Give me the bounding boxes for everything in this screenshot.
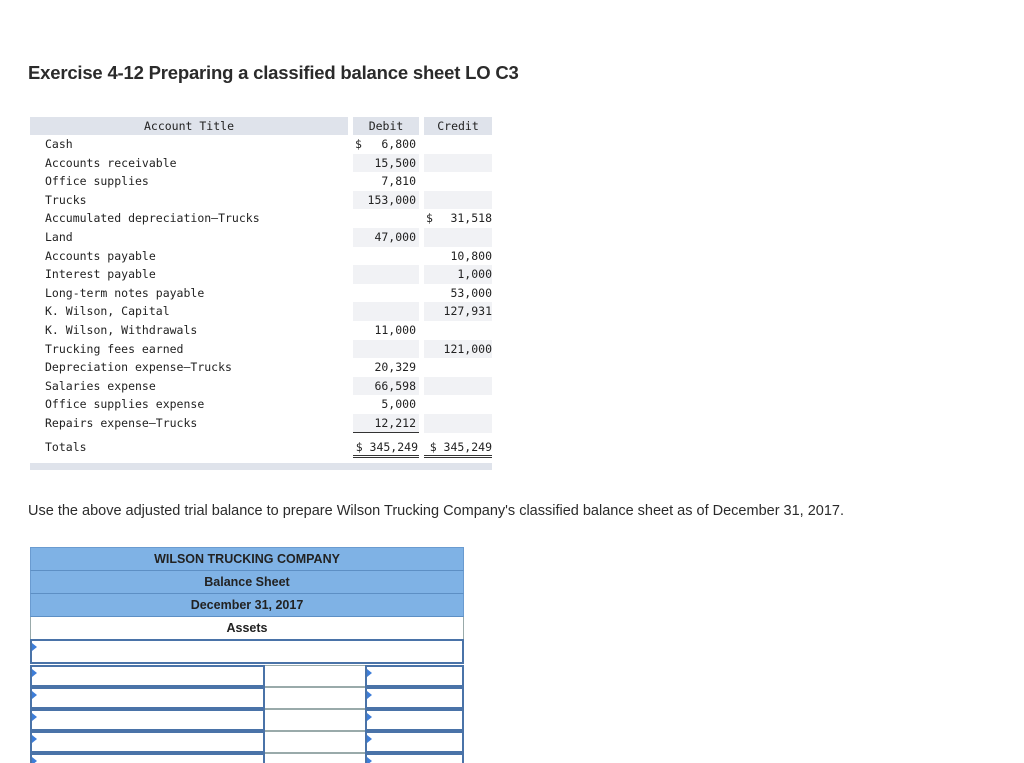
trial-balance-row — [30, 247, 492, 266]
account-title: Accounts payable — [45, 248, 156, 263]
trial-balance-row — [30, 340, 492, 359]
input-marker-icon — [367, 757, 372, 763]
credit-cell — [424, 302, 492, 321]
adjusted-trial-balance — [30, 117, 492, 470]
account-title: Trucks — [30, 191, 350, 210]
instruction-text: Use the above adjusted trial balance to prepare Wilson Trucking Company's classified balance sheet as of December 31, 2017. — [28, 503, 845, 519]
trial-balance-row — [30, 414, 492, 433]
trial-balance-row — [30, 358, 492, 377]
account-title: Repairs expense—Trucks — [30, 414, 350, 433]
credit-cell — [424, 321, 492, 340]
account-title: Depreciation expense—Trucks — [45, 360, 232, 375]
input-marker-icon — [32, 735, 37, 743]
debit-cell — [353, 154, 419, 173]
trial-balance-row — [30, 265, 492, 284]
trial-balance-row — [30, 191, 492, 210]
account-title: Salaries expense — [30, 377, 350, 396]
header-account-title: Account Title — [30, 117, 348, 135]
debit-amount: 6,800 — [381, 137, 416, 151]
account-title: Accounts receivable — [30, 154, 350, 173]
debit-amount: 7,810 — [381, 174, 416, 189]
debit-dollar-sign: $ — [355, 137, 362, 151]
amount-cell — [265, 709, 365, 731]
account-title: Office supplies expense — [45, 397, 205, 412]
debit-cell — [353, 302, 419, 321]
credit-cell — [424, 228, 492, 247]
input-marker-icon — [367, 735, 372, 743]
credit-amount: 31,518 — [450, 211, 492, 226]
account-title: Interest payable — [30, 265, 350, 284]
amount-input[interactable] — [365, 731, 464, 753]
credit-cell — [424, 154, 492, 173]
trial-balance-row — [30, 395, 492, 414]
input-marker-icon — [367, 713, 372, 721]
debit-cell — [353, 228, 419, 247]
credit-cell — [424, 358, 492, 377]
debit-cell — [353, 414, 419, 433]
account-title: Land — [30, 228, 350, 247]
credit-cell — [424, 247, 492, 266]
credit-amount: 121,000 — [443, 341, 492, 356]
credit-cell — [424, 209, 492, 228]
account-title: Trucking fees earned — [30, 340, 350, 359]
amount-input[interactable] — [365, 665, 464, 687]
debit-amount: 66,598 — [374, 378, 416, 393]
balance-sheet-worksheet — [30, 547, 464, 763]
trial-balance-rows — [30, 135, 492, 433]
debit-cell — [353, 209, 419, 228]
account-input[interactable] — [30, 665, 265, 687]
account-title: Cash — [45, 137, 73, 151]
credit-dollar-sign: $ — [426, 211, 433, 226]
debit-amount: 12,212 — [374, 415, 416, 430]
header-debit: Debit — [353, 117, 419, 135]
debit-cell — [353, 135, 419, 154]
amount-cell — [265, 731, 365, 753]
account-input[interactable] — [30, 731, 265, 753]
trial-balance-row — [30, 172, 492, 191]
debit-cell — [353, 265, 419, 284]
account-input[interactable] — [30, 709, 265, 731]
account-input[interactable] — [30, 687, 265, 709]
page-title: Exercise 4-12 Preparing a classified balance sheet LO C3 — [28, 62, 519, 83]
account-title: Long-term notes payable — [45, 285, 205, 300]
debit-cell — [353, 172, 419, 191]
worksheet-row — [30, 709, 464, 731]
account-title: Accumulated depreciation—Trucks — [45, 211, 260, 226]
trial-balance-row — [30, 135, 492, 154]
statement-name: Balance Sheet — [30, 571, 464, 594]
debit-cell — [353, 191, 419, 210]
credit-cell — [424, 265, 492, 284]
worksheet-row — [30, 665, 464, 687]
input-marker-icon — [32, 757, 37, 763]
debit-amount: 153,000 — [367, 192, 416, 207]
account-title: Office supplies — [45, 174, 149, 189]
credit-cell — [424, 191, 492, 210]
totals-credit: $ 345,249 — [424, 436, 492, 458]
statement-date: December 31, 2017 — [30, 594, 464, 617]
credit-cell — [424, 377, 492, 396]
trial-balance-row — [30, 209, 492, 228]
input-marker-icon — [32, 691, 37, 699]
credit-amount: 53,000 — [450, 285, 492, 300]
input-marker-icon — [32, 713, 37, 721]
input-marker-icon — [32, 669, 37, 677]
account-title: K. Wilson, Capital — [30, 302, 350, 321]
trial-balance-row — [30, 228, 492, 247]
debit-amount: 20,329 — [374, 360, 416, 375]
worksheet-row — [30, 753, 464, 763]
totals-label: Totals — [45, 439, 87, 454]
amount-input[interactable] — [365, 709, 464, 731]
amount-input[interactable] — [365, 753, 464, 763]
trial-balance-footer-bar — [30, 463, 492, 470]
debit-amount: 15,500 — [374, 155, 416, 170]
debit-amount: 11,000 — [374, 322, 416, 337]
totals-debit: $ 345,249 — [353, 436, 419, 458]
debit-cell — [353, 284, 419, 303]
trial-balance-row — [30, 321, 492, 340]
credit-amount: 10,800 — [450, 248, 492, 263]
credit-cell — [424, 414, 492, 433]
debit-cell — [353, 321, 419, 340]
trial-balance-row — [30, 302, 492, 321]
credit-cell — [424, 172, 492, 191]
input-marker-icon — [367, 691, 372, 699]
debit-amount: 47,000 — [374, 229, 416, 244]
company-name: WILSON TRUCKING COMPANY — [30, 547, 464, 571]
input-marker-icon — [32, 643, 37, 651]
debit-amount: 5,000 — [381, 397, 416, 412]
credit-cell — [424, 284, 492, 303]
debit-cell — [353, 395, 419, 414]
section-heading-assets: Assets — [30, 617, 464, 639]
debit-cell — [353, 340, 419, 359]
debit-cell — [353, 377, 419, 396]
header-credit: Credit — [424, 117, 492, 135]
trial-balance-row — [30, 154, 492, 173]
debit-cell — [353, 247, 419, 266]
amount-input[interactable] — [365, 687, 464, 709]
section-subheading-input[interactable] — [30, 639, 464, 664]
trial-balance-row — [30, 284, 492, 303]
credit-amount: 127,931 — [443, 304, 492, 319]
credit-cell — [424, 340, 492, 359]
trial-balance-totals-row — [30, 436, 492, 458]
debit-cell — [353, 358, 419, 377]
worksheet-row — [30, 731, 464, 753]
credit-amount: 1,000 — [457, 267, 492, 282]
trial-balance-header — [30, 117, 492, 135]
amount-cell — [265, 753, 365, 763]
amount-cell — [265, 687, 365, 709]
trial-balance-row — [30, 377, 492, 396]
account-input[interactable] — [30, 753, 265, 763]
worksheet-row — [30, 687, 464, 709]
amount-cell — [265, 665, 365, 687]
input-marker-icon — [367, 669, 372, 677]
credit-cell — [424, 395, 492, 414]
credit-cell — [424, 135, 492, 154]
account-title: K. Wilson, Withdrawals — [45, 322, 198, 337]
